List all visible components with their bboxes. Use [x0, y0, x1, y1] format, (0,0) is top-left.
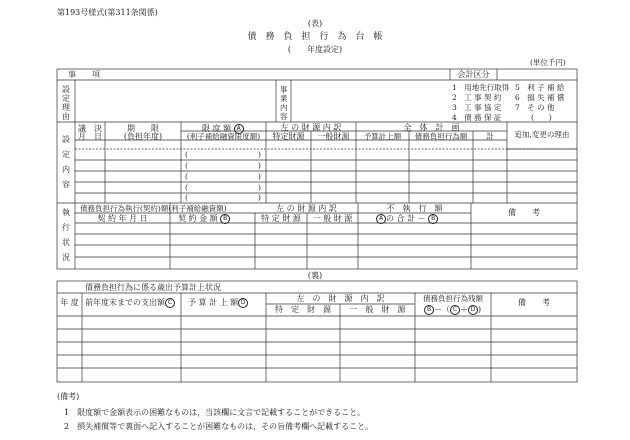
shikko-jokyo-1: 執	[62, 208, 70, 217]
circle-b-icon: B	[220, 214, 230, 224]
category-7: 7 そ の 他	[515, 103, 555, 112]
settei-naiyo-2: 定	[62, 150, 70, 159]
settei-naiyo-4: 容	[62, 180, 70, 189]
yosan-keijo-header	[188, 298, 248, 308]
keiyaku-kingaku-label: 契 約 金 額	[178, 214, 218, 223]
circle-c-icon: C	[165, 298, 175, 308]
zandaka-formula	[424, 305, 481, 315]
note-1: 1 限度額で金額表示の困難なものは，当該欄に文言で記載することができること。	[64, 408, 366, 417]
category-5: 5 利 子 補 給	[515, 83, 565, 92]
yosan-keijo-label: 予算計上額	[363, 132, 402, 141]
zandaka-label: 債務負担行為残額	[423, 294, 483, 303]
paren-close-3: )	[258, 172, 261, 181]
circle-d-icon: D	[238, 298, 248, 308]
circle-b3-icon: B	[424, 305, 434, 315]
paren-open-1: (	[185, 150, 188, 159]
jigyo-naiyo-3: 内	[280, 103, 288, 112]
hidari-zaigen-back-label: 左 の 財 源 内 訳	[296, 294, 385, 303]
settei-naiyo-1: 設	[62, 135, 70, 144]
category-2: 2 工 事 契 約	[452, 93, 502, 102]
paren-open-3: (	[185, 172, 188, 181]
paren-open-5: (	[185, 193, 188, 202]
zen-nendo-label: 前年度末までの支出額	[85, 298, 165, 307]
unit-label: (単位千円)	[530, 58, 566, 67]
shikko-jokyo-2: 行	[62, 223, 70, 232]
settei-riyu-3: 理	[62, 103, 70, 112]
paren-close-4: )	[258, 183, 261, 192]
settei-riyu-1: 設	[62, 85, 70, 94]
circle-c2-icon: C	[450, 305, 460, 315]
circle-b2-icon: B	[428, 214, 438, 224]
keiyaku-kingaku-header	[178, 214, 230, 224]
biko-back-label: 備 考	[518, 298, 550, 307]
kaikei-kubun-label: 会計区分	[457, 70, 490, 79]
circle-a2-icon: A	[376, 214, 386, 224]
form-title: 債 務 負 担 行 為 台 帳	[247, 32, 383, 42]
category-6: 6 損 失 補 償	[515, 93, 565, 102]
tokutei-zaigen-label: 特定財源	[272, 132, 305, 141]
category-8: ( )	[531, 113, 552, 122]
kigen-sub-label: (負担年度)	[123, 132, 163, 141]
form-number: 第193号様式(第311条関係)	[57, 8, 158, 17]
nendo-label: 年 度	[60, 298, 79, 307]
jigyo-naiyo-4: 容	[280, 112, 288, 121]
note-2: 2 損失補償等で裏面へ記入することが困難なものは，その旨備考欄へ記載すること。	[64, 422, 374, 431]
tokutei-zaigen-2-label: 特 定 財 源	[261, 214, 301, 223]
circle-a-icon: A	[234, 124, 244, 134]
paren-close-5: )	[258, 193, 261, 202]
tsuika-henko-label: 追加,変更の理由	[514, 130, 570, 139]
kei-label: 計	[486, 132, 494, 141]
circle-d2-icon: D	[468, 305, 478, 315]
ippan-zaigen-label: 一般財源	[317, 132, 350, 141]
yosan-keijo-back-label: 予 算 計 上 額	[188, 298, 239, 307]
paren-close-2: )	[258, 161, 261, 170]
formula-plus: ＋	[460, 305, 468, 314]
year-setting: ( 年度設定)	[287, 45, 343, 54]
ippan-zaigen-2-label: 一 般 財 源	[312, 214, 353, 223]
zentai-keikaku-label: 全 体 計 画	[403, 123, 460, 132]
jigyo-naiyo-2: 業	[280, 94, 288, 103]
kigen-label: 期 限	[127, 124, 159, 133]
giketsu-date-label: 月 日	[78, 132, 102, 141]
hidari-zaigen-label: 左 の 財 源 内 訳	[280, 123, 342, 132]
settei-naiyo-3: 内	[62, 165, 70, 174]
zen-nendo-header	[85, 298, 175, 308]
side-label-front: (表)	[307, 19, 323, 28]
settei-riyu-4: 由	[62, 112, 70, 121]
shikko-jokyo-4: 況	[62, 253, 70, 262]
category-4: 4 債 務 保 証	[452, 113, 502, 122]
category-3: 3 工 事 協 定	[452, 103, 502, 112]
biko-front-label: 備 考	[508, 208, 540, 217]
ippan-back-label: 一 般 財 源	[349, 305, 406, 314]
side-label-back: (裏)	[307, 271, 323, 280]
formula-close: )	[478, 305, 482, 314]
ab-gokei-header	[376, 214, 438, 224]
gendo-gaku-label: 限 度 額	[202, 124, 232, 133]
gendo-sub-label: (利子補給融資限度額)	[186, 132, 261, 141]
paren-close-1: )	[258, 150, 261, 159]
ab-gokei-label: の 合 計 －	[386, 214, 426, 223]
hidari-zaigen-2-label: 左 の 財 源 内 訳	[276, 204, 337, 213]
saimu-futan-label: 債務負担行為額	[414, 132, 468, 141]
tokutei-back-label: 特 定 財 源	[275, 305, 331, 314]
paren-open-2: (	[185, 161, 188, 170]
category-1: 1 用地先行取得	[452, 83, 510, 92]
jiko-label: 事 項	[68, 70, 100, 79]
paren-open-4: (	[185, 183, 188, 192]
giketsu-label: 議 決	[78, 124, 102, 133]
keiyaku-date-label: 契 約 年 月 日	[97, 214, 148, 223]
notes-title: (備考)	[57, 392, 80, 401]
shikko-jokyo-3: 状	[62, 238, 70, 247]
settei-riyu-2: 定	[62, 94, 70, 103]
jigyo-naiyo-1: 事	[280, 85, 288, 94]
formula-minus: －（	[434, 305, 450, 314]
fushikko-label: 不 執 行 額	[386, 204, 443, 213]
shikko-gaku-label: 債務負担行為執行(契約)額(利子補給融資額)	[80, 204, 227, 213]
back-heading: 債務負担行為に係る歳出予算計上状況	[85, 283, 221, 292]
